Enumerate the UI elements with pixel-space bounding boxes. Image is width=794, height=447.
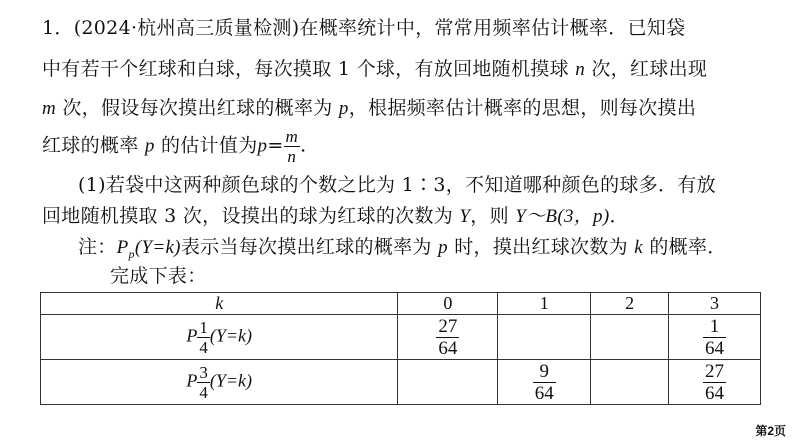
equals-sign: =	[267, 134, 284, 157]
cell-r1-k2-empty[interactable]	[591, 315, 669, 360]
problem-text: ．	[609, 205, 629, 227]
problem-text: ，根据频率估计概率的思想，则每次摸出	[348, 97, 697, 119]
cell-r2-k1[interactable]: $\frac{9}{64}$	[498, 360, 591, 405]
var-Y: Y	[459, 206, 471, 227]
label-fraction: $\frac{3}{4}$	[199, 362, 208, 402]
instruction-text: 完成下表：	[110, 265, 207, 287]
cell-r2-k2-empty[interactable]	[591, 360, 669, 405]
problem-text: 的估计值为	[154, 134, 258, 157]
instruction-line	[110, 262, 207, 290]
var-p: p	[257, 135, 268, 157]
problem-line-1	[42, 14, 685, 42]
cell-r2-k3[interactable]: $\frac{27}{64}$	[669, 360, 761, 405]
var-p: p	[338, 98, 349, 119]
fraction-m-over-n: $\frac{m}{n}$	[285, 127, 299, 166]
problem-text: ，则	[470, 205, 516, 227]
binomial-distribution: Y～B(3，p)	[515, 206, 610, 227]
problem-line-4	[42, 128, 306, 165]
probability-table	[40, 292, 761, 405]
table-row	[41, 315, 761, 360]
var-n: n	[575, 59, 586, 80]
cell-r1-k0[interactable]: $\frac{27}{64}$	[398, 315, 498, 360]
row-label-p-quarter: P $\frac{1}{4}$ (Y=k)	[41, 315, 398, 360]
table-header-row	[41, 293, 761, 315]
cell-r1-k3[interactable]: $\frac{1}{64}$	[669, 315, 761, 360]
problem-text: 表示当每次摸出红球的概率为	[180, 236, 439, 258]
header-1: 1	[498, 293, 591, 315]
problem-text: 的概率．	[643, 236, 727, 258]
var-P: P	[116, 237, 129, 258]
header-k: k	[41, 293, 398, 315]
note-label: 注：	[78, 236, 117, 258]
problem-text: 1．(2024·杭州高三质量检测)在概率统计中，常常用频率估计概率．已知袋	[42, 17, 686, 39]
problem-text: 中有若干个红球和白球，每次摸取 1 个球，有放回地随机摸球	[42, 58, 576, 80]
row-label-p-three-quarters: P $\frac{3}{4}$ (Y=k)	[41, 360, 398, 405]
var-p: p	[438, 237, 448, 258]
period: .	[300, 134, 307, 157]
var-p: p	[144, 135, 155, 157]
header-3: 3	[669, 293, 761, 315]
problem-line-3	[42, 94, 696, 123]
page-number: 第2页	[755, 424, 786, 438]
problem-text: 次，红球出现	[585, 58, 708, 80]
cell-r2-k0-empty[interactable]	[398, 360, 498, 405]
part1-line-2	[42, 202, 629, 231]
header-2: 2	[591, 293, 669, 315]
problem-line-2	[42, 55, 707, 84]
problem-text: 时，摸出红球次数为	[447, 236, 635, 258]
problem-text: 红球的概率	[42, 134, 145, 157]
table-row	[41, 360, 761, 405]
cell-r1-k1-empty[interactable]	[498, 315, 591, 360]
part1-line-1	[78, 171, 716, 199]
problem-text: 回地随机摸取 3 次，设摸出的球为红球的次数为	[42, 205, 460, 227]
header-0: 0	[398, 293, 498, 315]
label-fraction: $\frac{1}{4}$	[199, 317, 208, 357]
subscript-p: p	[128, 246, 135, 261]
var-k: k	[634, 237, 643, 258]
problem-text: 次，假设每次摸出红球的概率为	[56, 97, 339, 119]
event-Yk: (Y=k)	[134, 237, 181, 258]
var-m: m	[42, 98, 57, 119]
problem-text: (1)若袋中这两种颜色球的个数之比为 1∶3，不知道哪种颜色的球多．有放	[78, 174, 716, 196]
